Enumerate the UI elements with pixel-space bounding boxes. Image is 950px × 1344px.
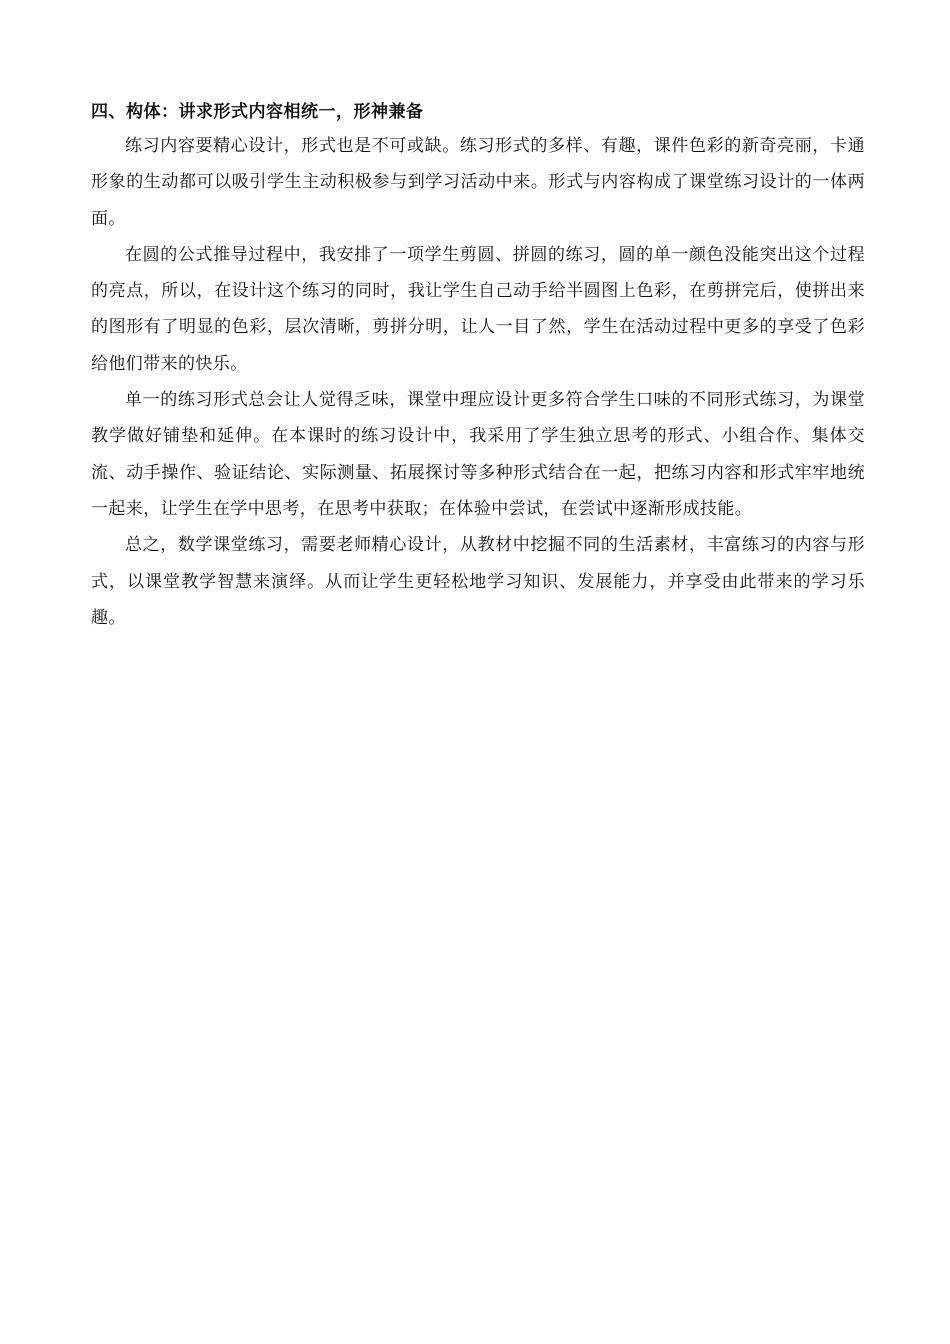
section-heading: 四、构体：讲求形式内容相统一，形神兼备 [91,102,424,122]
paragraph-varied-exercise-forms: 单一的练习形式总会让人觉得乏味，课堂中理应设计更多符合学生口味的不同形式练习，为课堂教学做好铺垫和延伸。在本课时的练习设计中，我采用了学生独立思考的形式、小组合作、集体交流、动手操作、验证结论、实际测量、拓展探讨等多种形式结合在一起，把练习内容和形式牢牢地统一起来，让学生在学中思考，在思考中获取；在体验中尝试，在尝试中逐渐形成技能。 [91,390,865,519]
paragraph-circle-formula-example: 在圆的公式推导过程中，我安排了一项学生剪圆、拼圆的练习，圆的单一颜色没能突出这个过程的亮点，所以，在设计这个练习的同时，我让学生自己动手给半圆图上色彩，在剪拼完后，使拼出来的图形有了明显的色彩，层次清晰，剪拼分明，让人一目了然，学生在活动过程中更多的享受了色彩给他们带来的快乐。 [91,244,865,374]
paragraph-form-and-content: 练习内容要精心设计，形式也是不可或缺。练习形式的多样、有趣，课件色彩的新奇亮丽，卡通形象的生动都可以吸引学生主动积极参与到学习活动中来。形式与内容构成了课堂练习设计的一体两面。 [91,136,865,229]
paragraph-conclusion: 总之，数学课堂练习，需要老师精心设计，从教材中挖掘不同的生活素材，丰富练习的内容与形式，以课堂教学智慧来演绎。从而让学生更轻松地学习知识、发展能力，并享受由此带来的学习乐趣。 [91,535,865,628]
document-page [91,97,865,636]
